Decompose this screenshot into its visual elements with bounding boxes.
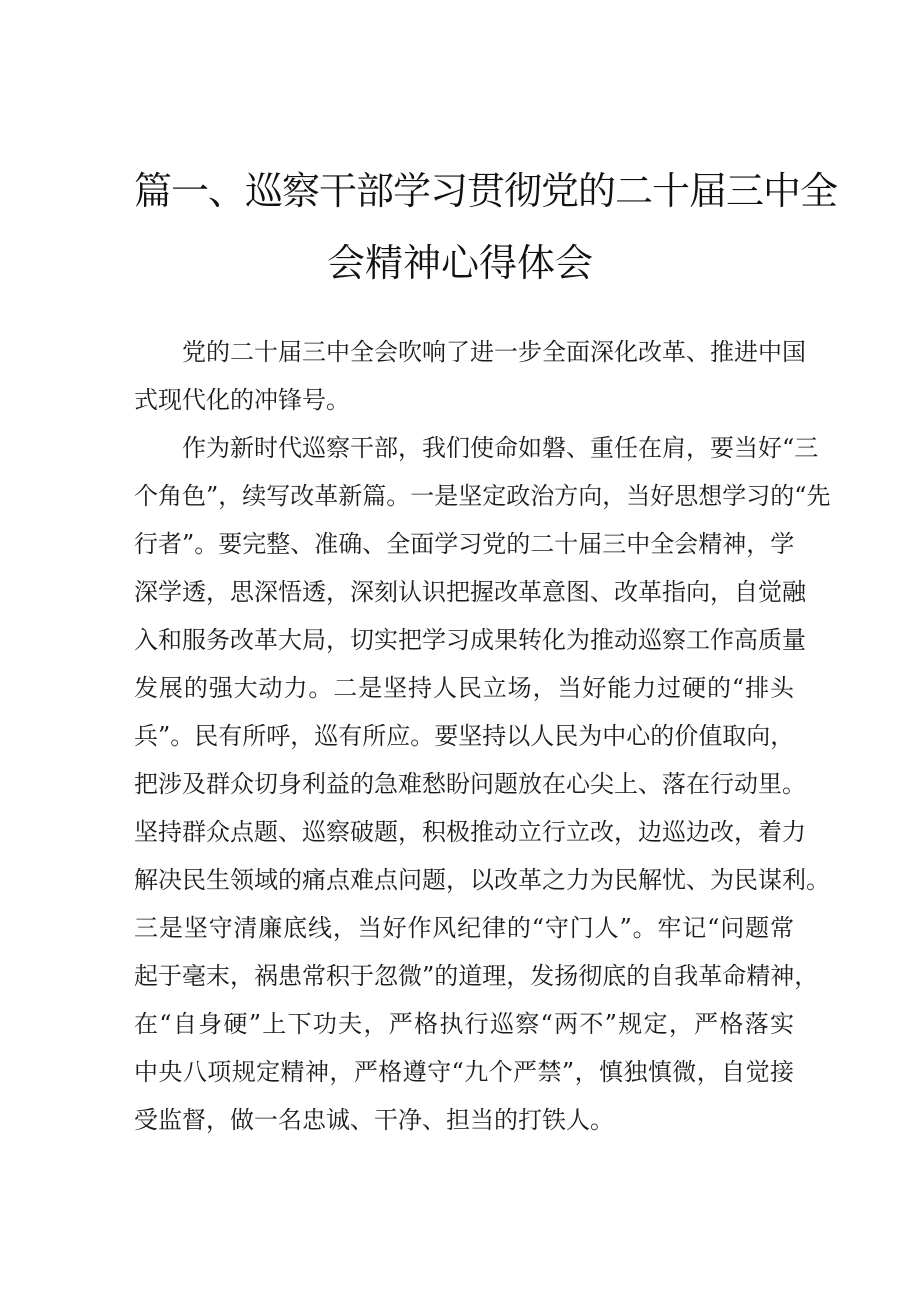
paragraph-line: 解决民生领域的痛点难点问题，以改革之力为民解忧、为民谋利。 (134, 866, 830, 894)
paragraph-line: 发展的强大动力。二是坚持人民立场，当好能力过硬的“排头 (134, 674, 794, 702)
document-body (134, 328, 831, 1144)
paragraph-line: 深学透，思深悟透，深刻认识把握改革意图、改革指向，自觉融 (134, 578, 806, 606)
paragraph-line: 个角色”，续写改革新篇。一是坚定政治方向，当好思想学习的“先 (134, 482, 831, 510)
paragraph-line: 坚持群众点题、巡察破题，积极推动立行立改，边巡边改，着力 (134, 818, 806, 846)
paragraph-1 (134, 328, 806, 424)
paragraph-line: 在“自身硬”上下功夫，严格执行巡察“两不”规定，严格落实 (134, 1010, 794, 1038)
paragraph-line: 党的二十届三中全会吹响了进一步全面深化改革、推进中国 (134, 338, 806, 366)
paragraph-line: 把涉及群众切身利益的急难愁盼问题放在心尖上、落在行动里。 (134, 770, 806, 798)
paragraph-line: 式现代化的冲锋号。 (134, 386, 350, 414)
document-title-line-1: 篇一、巡察干部学习贯彻党的二十届三中全 (134, 169, 838, 213)
document-title-line-2: 会精神心得体会 (326, 241, 593, 285)
paragraph-2 (134, 424, 831, 1144)
paragraph-line: 受监督，做一名忠诚、干净、担当的打铁人。 (134, 1106, 614, 1134)
paragraph-line: 起于毫末，祸患常积于忽微”的道理，发扬彻底的自我革命精神， (134, 962, 819, 990)
paragraph-line: 三是坚守清廉底线，当好作风纪律的“守门人”。牢记“问题常 (134, 914, 794, 942)
paragraph-line: 入和服务改革大局，切实把学习成果转化为推动巡察工作高质量 (134, 626, 806, 654)
paragraph-line: 作为新时代巡察干部，我们使命如磐、重任在肩，要当好“三 (134, 434, 819, 462)
paragraph-line: 兵”。民有所呼，巡有所应。要坚持以人民为中心的价值取向， (134, 722, 795, 750)
paragraph-line: 中央八项规定精神，严格遵守“九个严禁”，慎独慎微，自觉接 (134, 1058, 794, 1086)
paragraph-line: 行者”。要完整、准确、全面学习党的二十届三中全会精神，学 (134, 530, 795, 558)
